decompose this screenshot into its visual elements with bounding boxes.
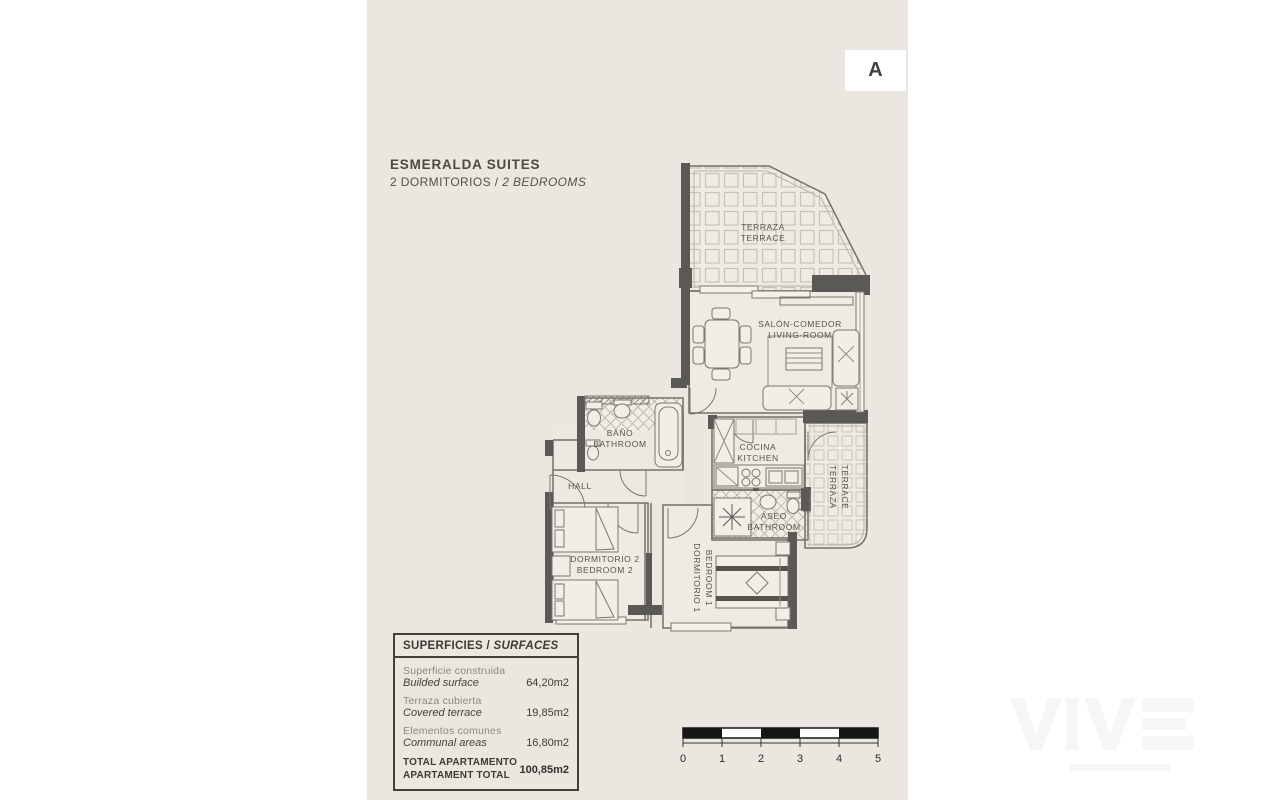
surface-row-communal: Elementos comunes Communal areas 16,80m2	[403, 725, 569, 749]
svg-text:BEDROOM 2: BEDROOM 2	[576, 565, 634, 575]
sink-aseo	[760, 495, 776, 509]
svg-text:KITCHEN: KITCHEN	[737, 453, 779, 463]
surfaces-table	[393, 633, 579, 791]
surface-row-total: TOTAL APARTAMENTO APARTAMENT TOTAL 100,85m2	[403, 757, 569, 781]
subtitle-en: 2 BEDROOMS	[502, 175, 587, 189]
svg-text:BATHROOM: BATHROOM	[593, 439, 647, 449]
surface-row-built: Superficie construida Builded surface 64,20m2	[403, 665, 569, 689]
toilet	[586, 402, 602, 409]
surfaces-header: SUPERFICIES / SURFACES	[395, 635, 577, 658]
total-value: 100,85m2	[519, 763, 569, 776]
watermark-logo	[1000, 680, 1220, 780]
label-bathroom-main: BAÑO	[606, 428, 634, 438]
scale-tick-4: 4	[835, 753, 843, 765]
nightstand-b1-top	[776, 542, 790, 555]
variant-letter: A	[868, 59, 883, 81]
scale-tick-2: 2	[757, 753, 765, 765]
label-living: SALÓN-COMEDOR	[758, 319, 842, 329]
toilet-aseo	[787, 492, 800, 498]
scale-tick-3: 3	[796, 753, 804, 765]
nightstand-b1-bottom	[776, 607, 790, 620]
coffee-table	[786, 348, 822, 370]
scale-tick-1: 1	[718, 753, 726, 765]
sofa-bottom	[763, 386, 831, 410]
svg-text:LIVING-ROOM: LIVING-ROOM	[768, 330, 832, 340]
label-bathroom-aseo: ASEO	[760, 511, 788, 521]
nightstand-b2	[552, 556, 570, 576]
label-hall: HALL	[568, 481, 592, 491]
dining-table	[705, 320, 739, 368]
sofa-right	[833, 330, 859, 386]
scale-tick-0: 0	[679, 753, 687, 765]
svg-text:TERRACE: TERRACE	[840, 464, 850, 510]
svg-text:BEDROOM 1: BEDROOM 1	[704, 549, 714, 607]
label-kitchen: COCINA	[739, 442, 777, 452]
scale-bar	[680, 728, 881, 765]
scale-tick-5: 5	[874, 753, 882, 765]
svg-text:TERRACE: TERRACE	[740, 233, 786, 243]
label-terrace-top: TERRAZA	[741, 222, 785, 232]
label-bedroom1: DORMITORIO 1	[692, 543, 702, 613]
svg-text:BATHROOM: BATHROOM	[747, 522, 801, 532]
page-title: ESMERALDA SUITES	[390, 157, 541, 172]
bed-single-2	[552, 580, 618, 620]
subtitle-es: 2 DORMITORIOS /	[390, 175, 503, 189]
label-terrace-side: TERRAZA	[828, 465, 838, 509]
surface-row-terrace: Terraza cubierta Covered terrace 19,85m2	[403, 695, 569, 719]
label-bedroom2: DORMITORIO 2	[570, 554, 640, 564]
